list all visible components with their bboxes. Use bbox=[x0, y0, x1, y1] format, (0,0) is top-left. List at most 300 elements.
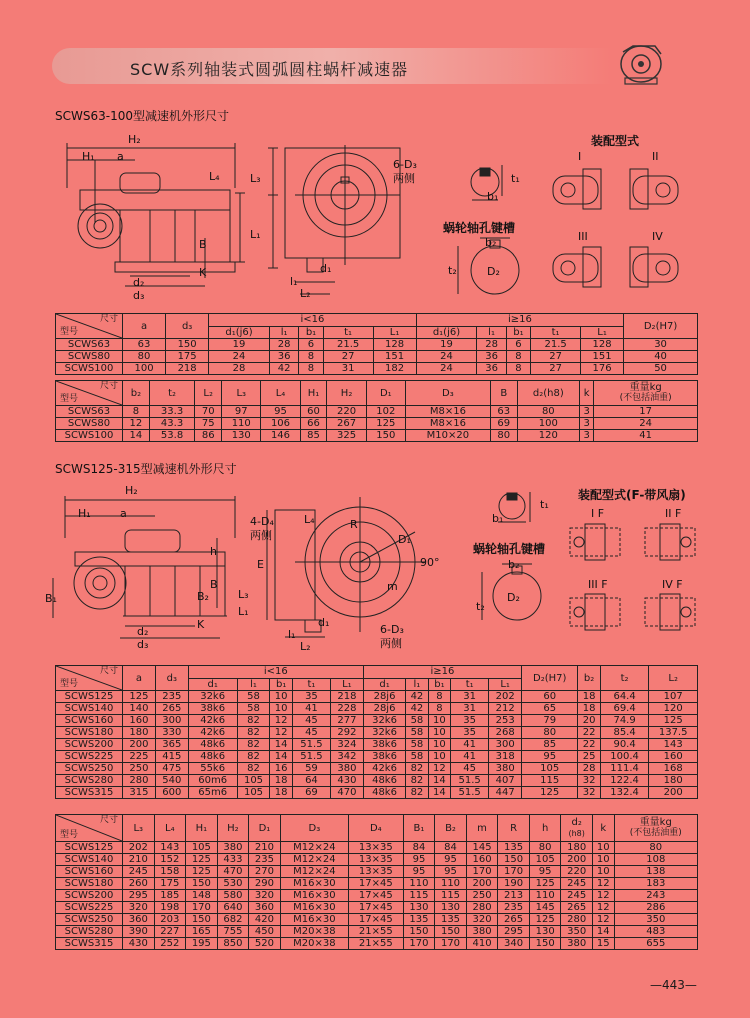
value-cell: 51.5 bbox=[451, 775, 489, 787]
value-cell: 195 bbox=[186, 938, 218, 950]
model-cell: SCWS180 bbox=[56, 727, 123, 739]
value-cell: 220 bbox=[327, 406, 366, 418]
value-cell: 105 bbox=[237, 787, 270, 799]
value-cell: 168 bbox=[649, 763, 698, 775]
value-cell: 31 bbox=[451, 703, 489, 715]
table-row bbox=[56, 715, 698, 727]
value-cell: 107 bbox=[649, 691, 698, 703]
dim2-L1: L₁ bbox=[238, 605, 249, 618]
value-cell: 45 bbox=[292, 727, 330, 739]
table3-col: l₁ bbox=[406, 678, 428, 691]
dim-B: B bbox=[199, 238, 207, 251]
value-cell: 80 bbox=[517, 406, 579, 418]
value-cell: 110 bbox=[435, 878, 467, 890]
value-cell: 128 bbox=[581, 339, 624, 351]
value-cell: 41 bbox=[451, 751, 489, 763]
value-cell: 125 bbox=[529, 878, 561, 890]
assembly2-types-drawing bbox=[565, 520, 705, 635]
value-cell: 182 bbox=[373, 363, 416, 375]
table3-col: a bbox=[123, 666, 156, 691]
dim2-a: a bbox=[120, 507, 127, 520]
value-cell: 655 bbox=[614, 938, 697, 950]
dim2-holes4: 4-D₄ bbox=[250, 515, 274, 528]
dim2-D1: D₁ bbox=[398, 533, 411, 546]
dim-d3: d₃ bbox=[133, 289, 145, 302]
value-cell: 137.5 bbox=[649, 727, 698, 739]
value-cell: 475 bbox=[155, 763, 188, 775]
value-cell: 243 bbox=[614, 890, 697, 902]
value-cell: 160 bbox=[466, 854, 498, 866]
table1 bbox=[55, 313, 698, 375]
value-cell: 180 bbox=[561, 842, 593, 854]
value-cell: 8 bbox=[428, 691, 450, 703]
value-cell: 32k6 bbox=[363, 715, 405, 727]
value-cell: 17×45 bbox=[349, 902, 404, 914]
value-cell: 82 bbox=[406, 787, 428, 799]
value-cell: 150 bbox=[366, 430, 405, 442]
dim-a: a bbox=[117, 150, 124, 163]
value-cell: 10 bbox=[592, 854, 614, 866]
value-cell: 12 bbox=[592, 902, 614, 914]
value-cell: 268 bbox=[489, 727, 522, 739]
table2-col: H₁ bbox=[300, 381, 327, 406]
dim-D2: D₂ bbox=[487, 265, 500, 278]
value-cell: 252 bbox=[154, 938, 186, 950]
value-cell: 260 bbox=[123, 878, 155, 890]
table1-col: L₁ bbox=[581, 326, 624, 339]
value-cell: 100 bbox=[123, 363, 166, 375]
value-cell: 130 bbox=[435, 902, 467, 914]
table3-col: D₂(H7) bbox=[522, 666, 578, 691]
value-cell: 42k6 bbox=[188, 715, 237, 727]
value-cell: 292 bbox=[330, 727, 363, 739]
value-cell: 140 bbox=[123, 703, 156, 715]
value-cell: 12 bbox=[428, 763, 450, 775]
value-cell: 14 bbox=[592, 926, 614, 938]
value-cell: 106 bbox=[261, 418, 300, 430]
dim-holes: 6-D₃ bbox=[393, 158, 417, 171]
table4-col: D₄ bbox=[349, 815, 404, 842]
table3-col: d₁ bbox=[363, 678, 405, 691]
value-cell: 45 bbox=[292, 715, 330, 727]
table2-col: k bbox=[579, 381, 593, 406]
value-cell: 10 bbox=[270, 691, 292, 703]
value-cell: 41 bbox=[594, 430, 698, 442]
value-cell: 125 bbox=[186, 854, 218, 866]
value-cell: 80 bbox=[614, 842, 697, 854]
value-cell: 58 bbox=[406, 715, 428, 727]
value-cell: 59 bbox=[292, 763, 330, 775]
value-cell: 69 bbox=[490, 418, 517, 430]
value-cell: 203 bbox=[154, 914, 186, 926]
value-cell: 12 bbox=[123, 418, 150, 430]
value-cell: 95 bbox=[529, 866, 561, 878]
model-cell: SCWS250 bbox=[56, 763, 123, 775]
value-cell: 18 bbox=[578, 703, 600, 715]
value-cell: 102 bbox=[366, 406, 405, 418]
value-cell: 75 bbox=[195, 418, 222, 430]
value-cell: 200 bbox=[123, 739, 156, 751]
table-row bbox=[56, 363, 698, 375]
value-cell: 682 bbox=[217, 914, 249, 926]
dim-L4: L₄ bbox=[209, 170, 220, 183]
value-cell: 48k6 bbox=[188, 739, 237, 751]
value-cell: 180 bbox=[649, 775, 698, 787]
value-cell: 540 bbox=[155, 775, 188, 787]
dim-holes-sub: 两侧 bbox=[393, 172, 415, 185]
table4-col: B₁ bbox=[403, 815, 435, 842]
value-cell: 450 bbox=[249, 926, 281, 938]
value-cell: 110 bbox=[403, 878, 435, 890]
value-cell: 380 bbox=[489, 763, 522, 775]
table-row bbox=[56, 914, 698, 926]
value-cell: 35 bbox=[451, 727, 489, 739]
dim2-B2: B₂ bbox=[197, 590, 209, 603]
value-cell: 235 bbox=[249, 854, 281, 866]
model-cell: SCWS100 bbox=[56, 363, 123, 375]
value-cell: 580 bbox=[217, 890, 249, 902]
dim-t1: t₁ bbox=[511, 172, 520, 185]
value-cell: 200 bbox=[561, 854, 593, 866]
value-cell: 265 bbox=[498, 914, 530, 926]
dim-d1: d₁ bbox=[320, 262, 332, 275]
value-cell: 320 bbox=[123, 902, 155, 914]
value-cell: 10 bbox=[428, 727, 450, 739]
value-cell: 350 bbox=[614, 914, 697, 926]
model-cell: SCWS80 bbox=[56, 418, 123, 430]
table3-col: l₁ bbox=[237, 678, 270, 691]
table-row bbox=[56, 878, 698, 890]
value-cell: 17 bbox=[594, 406, 698, 418]
dim2-H2: H₂ bbox=[125, 484, 138, 497]
value-cell: 14 bbox=[428, 775, 450, 787]
assembly2-type-1: I F bbox=[591, 507, 605, 520]
value-cell: 42 bbox=[406, 691, 428, 703]
model-cell: SCWS315 bbox=[56, 787, 123, 799]
value-cell: 86 bbox=[195, 430, 222, 442]
value-cell: 200 bbox=[649, 787, 698, 799]
value-cell: 35 bbox=[292, 691, 330, 703]
value-cell: 22 bbox=[578, 727, 600, 739]
value-cell: 6 bbox=[506, 339, 530, 351]
table4-col: h bbox=[529, 815, 561, 842]
value-cell: 150 bbox=[186, 878, 218, 890]
value-cell: 32k6 bbox=[188, 691, 237, 703]
value-cell: 12 bbox=[592, 890, 614, 902]
table-row bbox=[56, 763, 698, 775]
value-cell: 122.4 bbox=[600, 775, 649, 787]
dim2-L4: L₄ bbox=[304, 513, 315, 526]
value-cell: 380 bbox=[561, 938, 593, 950]
value-cell: 150 bbox=[498, 854, 530, 866]
value-cell: 8 bbox=[299, 363, 323, 375]
value-cell: 80 bbox=[529, 842, 561, 854]
value-cell: 97 bbox=[222, 406, 261, 418]
value-cell: 135 bbox=[435, 914, 467, 926]
value-cell: 10 bbox=[592, 866, 614, 878]
table4 bbox=[55, 814, 698, 950]
dim2-b2: b₂ bbox=[508, 558, 520, 571]
dim-L2: L₂ bbox=[300, 287, 311, 300]
value-cell: 13×35 bbox=[349, 854, 404, 866]
assembly-type-2: II bbox=[652, 150, 659, 163]
table-row bbox=[56, 351, 698, 363]
value-cell: 125 bbox=[522, 787, 578, 799]
value-cell: 320 bbox=[466, 914, 498, 926]
value-cell: 150 bbox=[435, 926, 467, 938]
value-cell: 150 bbox=[166, 339, 209, 351]
section2-side-view-drawing bbox=[45, 488, 245, 648]
value-cell: 250 bbox=[466, 890, 498, 902]
dim-L1: L₁ bbox=[250, 228, 261, 241]
value-cell: 27 bbox=[323, 351, 373, 363]
model-cell: SCWS225 bbox=[56, 751, 123, 763]
value-cell: 82 bbox=[237, 763, 270, 775]
value-cell: 218 bbox=[166, 363, 209, 375]
value-cell: 24 bbox=[594, 418, 698, 430]
value-cell: 36 bbox=[477, 363, 506, 375]
value-cell: M12×24 bbox=[280, 842, 348, 854]
dim-K: K bbox=[199, 266, 207, 279]
page-number: —443— bbox=[650, 978, 697, 992]
dim2-d1: d₁ bbox=[318, 616, 330, 629]
value-cell: 130 bbox=[403, 902, 435, 914]
value-cell: 320 bbox=[249, 890, 281, 902]
value-cell: 38k6 bbox=[363, 751, 405, 763]
table-row bbox=[56, 854, 698, 866]
value-cell: 483 bbox=[614, 926, 697, 938]
value-cell: 32 bbox=[578, 787, 600, 799]
model-cell: SCWS63 bbox=[56, 406, 123, 418]
value-cell: 170 bbox=[498, 866, 530, 878]
value-cell: 105 bbox=[522, 763, 578, 775]
value-cell: M20×38 bbox=[280, 926, 348, 938]
value-cell: 850 bbox=[217, 938, 249, 950]
value-cell: 19 bbox=[209, 339, 270, 351]
value-cell: 48k6 bbox=[188, 751, 237, 763]
value-cell: 95 bbox=[435, 854, 467, 866]
value-cell: 190 bbox=[498, 878, 530, 890]
value-cell: 148 bbox=[186, 890, 218, 902]
value-cell: 8 bbox=[123, 406, 150, 418]
table3-col: L₁ bbox=[489, 678, 522, 691]
value-cell: 407 bbox=[489, 775, 522, 787]
value-cell: 48k6 bbox=[363, 787, 405, 799]
dim2-L3: L₃ bbox=[238, 588, 249, 601]
assembly2-type-2: II F bbox=[665, 507, 682, 520]
value-cell: 95 bbox=[522, 751, 578, 763]
value-cell: 470 bbox=[330, 787, 363, 799]
value-cell: 8 bbox=[506, 363, 530, 375]
value-cell: M20×38 bbox=[280, 938, 348, 950]
value-cell: 70 bbox=[195, 406, 222, 418]
table1-col: d₁(j6) bbox=[416, 326, 477, 339]
value-cell: 245 bbox=[561, 890, 593, 902]
value-cell: 8 bbox=[506, 351, 530, 363]
value-cell: 420 bbox=[249, 914, 281, 926]
keyway2-title: 蜗轮轴孔键槽 bbox=[473, 542, 546, 556]
table4-col: m bbox=[466, 815, 498, 842]
table-row bbox=[56, 406, 698, 418]
value-cell: 300 bbox=[155, 715, 188, 727]
value-cell: 202 bbox=[123, 842, 155, 854]
value-cell: 6 bbox=[299, 339, 323, 351]
value-cell: 90.4 bbox=[600, 739, 649, 751]
value-cell: 82 bbox=[237, 739, 270, 751]
value-cell: 143 bbox=[649, 739, 698, 751]
value-cell: 53.8 bbox=[149, 430, 194, 442]
value-cell: 165 bbox=[186, 926, 218, 938]
table2-col: H₂ bbox=[327, 381, 366, 406]
value-cell: 100 bbox=[517, 418, 579, 430]
value-cell: 227 bbox=[154, 926, 186, 938]
dim2-b1: b₁ bbox=[492, 512, 504, 525]
table2-col: B bbox=[490, 381, 517, 406]
table4-col: k bbox=[592, 815, 614, 842]
value-cell: 280 bbox=[466, 902, 498, 914]
value-cell: 210 bbox=[249, 842, 281, 854]
value-cell: 58 bbox=[237, 703, 270, 715]
value-cell: 270 bbox=[249, 866, 281, 878]
value-cell: 277 bbox=[330, 715, 363, 727]
value-cell: 290 bbox=[249, 878, 281, 890]
value-cell: 183 bbox=[614, 878, 697, 890]
value-cell: 48k6 bbox=[363, 775, 405, 787]
value-cell: 35 bbox=[451, 715, 489, 727]
dim-d2: d₂ bbox=[133, 276, 145, 289]
model-cell: SCWS200 bbox=[56, 890, 123, 902]
value-cell: 82 bbox=[406, 763, 428, 775]
value-cell: 380 bbox=[330, 763, 363, 775]
value-cell: 95 bbox=[403, 854, 435, 866]
value-cell: 160 bbox=[123, 715, 156, 727]
value-cell: 135 bbox=[403, 914, 435, 926]
value-cell: 80 bbox=[490, 430, 517, 442]
value-cell: M8×16 bbox=[405, 418, 490, 430]
value-cell: 84 bbox=[403, 842, 435, 854]
model-cell: SCWS180 bbox=[56, 878, 123, 890]
dim2-d3: d₃ bbox=[137, 638, 149, 651]
value-cell: 21.5 bbox=[531, 339, 581, 351]
table3-col: b₁ bbox=[270, 678, 292, 691]
value-cell: 253 bbox=[489, 715, 522, 727]
value-cell: 95 bbox=[403, 866, 435, 878]
value-cell: 185 bbox=[154, 890, 186, 902]
value-cell: 36 bbox=[269, 351, 298, 363]
assembly-title: 装配型式 bbox=[591, 134, 640, 148]
value-cell: 60 bbox=[300, 406, 327, 418]
value-cell: 95 bbox=[261, 406, 300, 418]
dim2-B1: B₁ bbox=[45, 592, 57, 605]
value-cell: 82 bbox=[237, 751, 270, 763]
value-cell: 125 bbox=[529, 914, 561, 926]
value-cell: 228 bbox=[330, 703, 363, 715]
value-cell: 45 bbox=[451, 763, 489, 775]
value-cell: 755 bbox=[217, 926, 249, 938]
value-cell: M12×24 bbox=[280, 866, 348, 878]
value-cell: 58 bbox=[237, 691, 270, 703]
value-cell: 200 bbox=[466, 878, 498, 890]
table3-col: t₁ bbox=[292, 678, 330, 691]
value-cell: M16×30 bbox=[280, 914, 348, 926]
table4-col: R bbox=[498, 815, 530, 842]
value-cell: 60 bbox=[522, 691, 578, 703]
value-cell: 125 bbox=[649, 715, 698, 727]
value-cell: 42k6 bbox=[363, 763, 405, 775]
value-cell: 36 bbox=[477, 351, 506, 363]
table4-corner: 尺寸 型号 bbox=[56, 815, 123, 842]
table3-col: t₁ bbox=[451, 678, 489, 691]
table4-col: H₂ bbox=[217, 815, 249, 842]
value-cell: 125 bbox=[186, 866, 218, 878]
dim-l1: l₁ bbox=[290, 275, 298, 288]
value-cell: 365 bbox=[155, 739, 188, 751]
gear-reducer-logo-icon bbox=[615, 40, 667, 86]
value-cell: 95 bbox=[435, 866, 467, 878]
value-cell: 21×55 bbox=[349, 938, 404, 950]
value-cell: 55k6 bbox=[188, 763, 237, 775]
value-cell: 265 bbox=[561, 902, 593, 914]
table2-col: t₂ bbox=[149, 381, 194, 406]
table3 bbox=[55, 665, 698, 799]
value-cell: 212 bbox=[489, 703, 522, 715]
dim2-h: h bbox=[210, 545, 217, 558]
value-cell: 82 bbox=[237, 715, 270, 727]
table1-col: d₃ bbox=[166, 314, 209, 339]
model-cell: SCWS140 bbox=[56, 854, 123, 866]
value-cell: 245 bbox=[123, 866, 155, 878]
value-cell: 175 bbox=[154, 878, 186, 890]
value-cell: 21.5 bbox=[323, 339, 373, 351]
table2-corner: 尺寸 型号 bbox=[56, 381, 123, 406]
value-cell: 520 bbox=[249, 938, 281, 950]
value-cell: 115 bbox=[403, 890, 435, 902]
value-cell: 14 bbox=[428, 787, 450, 799]
value-cell: 64 bbox=[292, 775, 330, 787]
value-cell: 69 bbox=[292, 787, 330, 799]
value-cell: 324 bbox=[330, 739, 363, 751]
dim2-holes4-sub: 两侧 bbox=[250, 529, 272, 542]
value-cell: 125 bbox=[123, 691, 156, 703]
table-row bbox=[56, 926, 698, 938]
value-cell: 18 bbox=[578, 691, 600, 703]
value-cell: 17×45 bbox=[349, 878, 404, 890]
value-cell: 12 bbox=[592, 878, 614, 890]
value-cell: 80 bbox=[123, 351, 166, 363]
value-cell: 295 bbox=[123, 890, 155, 902]
value-cell: 410 bbox=[466, 938, 498, 950]
table3-col: L₂ bbox=[649, 666, 698, 691]
model-cell: SCWS200 bbox=[56, 739, 123, 751]
dim2-angle: 90° bbox=[420, 556, 440, 569]
value-cell: 170 bbox=[435, 938, 467, 950]
value-cell: 120 bbox=[649, 703, 698, 715]
value-cell: 13×35 bbox=[349, 842, 404, 854]
value-cell: 340 bbox=[498, 938, 530, 950]
value-cell: 220 bbox=[561, 866, 593, 878]
table4-col: H₁ bbox=[186, 815, 218, 842]
value-cell: 65 bbox=[522, 703, 578, 715]
value-cell: 42 bbox=[269, 363, 298, 375]
value-cell: 38k6 bbox=[188, 703, 237, 715]
table-row bbox=[56, 787, 698, 799]
assembly2-type-4: IV F bbox=[662, 578, 683, 591]
value-cell: 27 bbox=[531, 351, 581, 363]
value-cell: 470 bbox=[217, 866, 249, 878]
value-cell: 51.5 bbox=[292, 739, 330, 751]
section2-keyway-drawing bbox=[472, 488, 572, 628]
value-cell: 3 bbox=[579, 418, 593, 430]
